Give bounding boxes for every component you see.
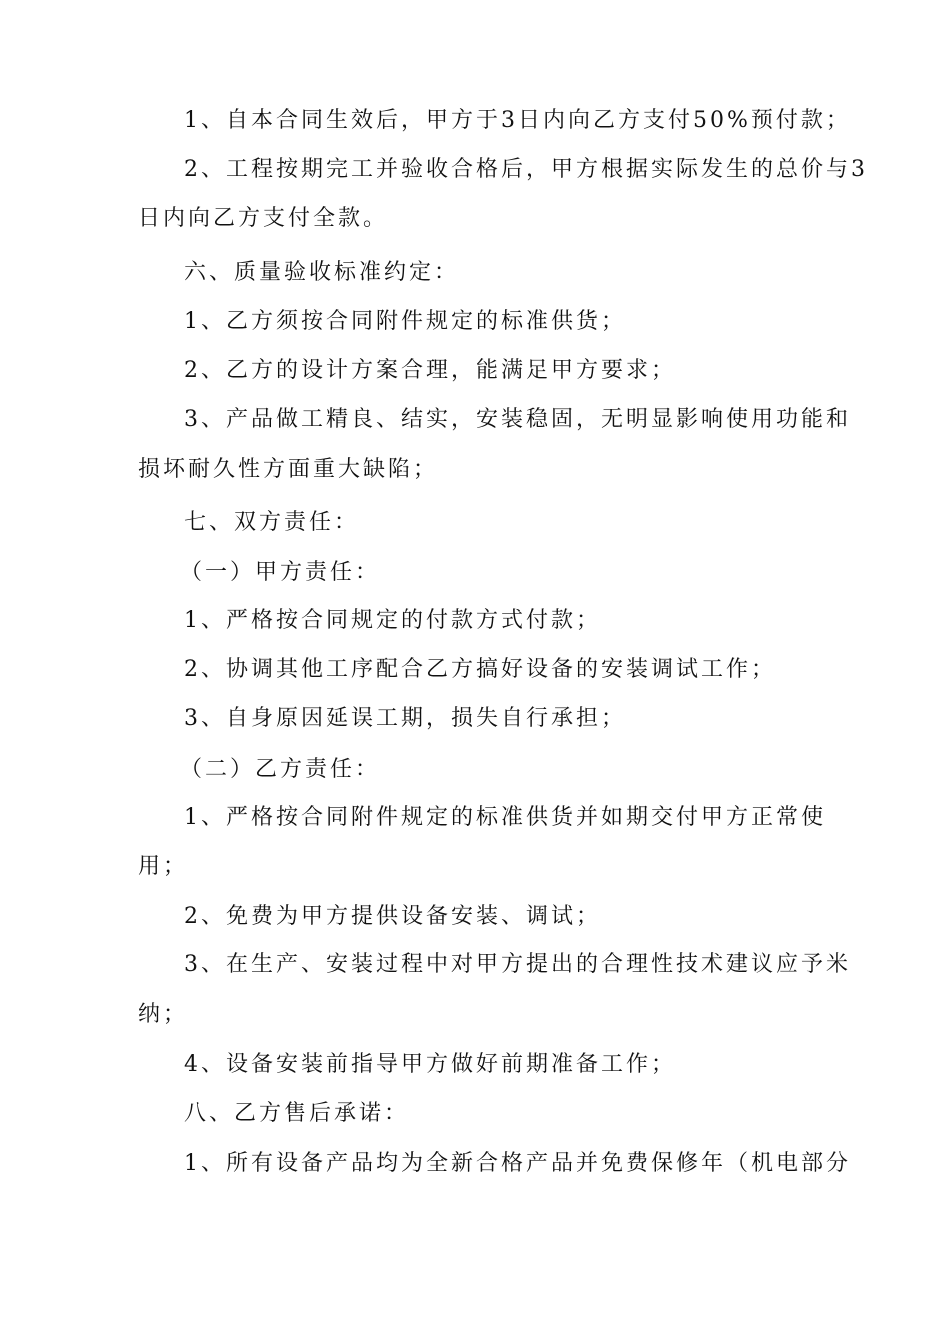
section-heading-after-sales: 八、乙方售后承诺：	[184, 1101, 410, 1126]
party-b-clause-1-continued: 用；	[138, 854, 189, 879]
quality-clause-2: 2、乙方的设计方案合理，能满足甲方要求；	[184, 358, 676, 383]
party-a-clause-2: 2、协调其他工序配合乙方搞好设备的安装调试工作；	[184, 657, 776, 682]
party-b-clause-3-continued: 纳；	[138, 1002, 189, 1027]
payment-clause-2-continued: 日内向乙方支付全款。	[138, 206, 389, 231]
quality-clause-3-continued: 损坏耐久性方面重大缺陷；	[138, 457, 439, 482]
section-heading-responsibilities: 七、双方责任：	[184, 510, 360, 535]
after-sales-clause-1: 1、所有设备产品均为全新合格产品并免费保修年（机电部分	[184, 1151, 851, 1176]
party-a-clause-1: 1、严格按合同规定的付款方式付款；	[184, 608, 601, 633]
subheading-party-a: （一）甲方责任：	[180, 560, 381, 585]
subheading-party-b: （二）乙方责任：	[180, 757, 381, 782]
payment-clause-2: 2、工程按期完工并验收合格后，甲方根据实际发生的总价与3	[184, 157, 868, 182]
party-b-clause-4: 4、设备安装前指导甲方做好前期准备工作；	[184, 1052, 676, 1077]
party-b-clause-3: 3、在生产、安装过程中对甲方提出的合理性技术建议应予米	[184, 952, 851, 977]
section-heading-quality: 六、质量验收标准约定：	[184, 260, 460, 285]
quality-clause-3: 3、产品做工精良、结实，安装稳固，无明显影响使用功能和	[184, 407, 851, 432]
party-a-clause-3: 3、自身原因延误工期，损失自行承担；	[184, 706, 626, 731]
party-b-clause-2: 2、免费为甲方提供设备安装、调试；	[184, 904, 601, 929]
payment-clause-1: 1、自本合同生效后，甲方于3日内向乙方支付50%预付款；	[184, 108, 851, 133]
quality-clause-1: 1、乙方须按合同附件规定的标准供货；	[184, 309, 626, 334]
party-b-clause-1: 1、严格按合同附件规定的标准供货并如期交付甲方正常使	[184, 805, 826, 830]
